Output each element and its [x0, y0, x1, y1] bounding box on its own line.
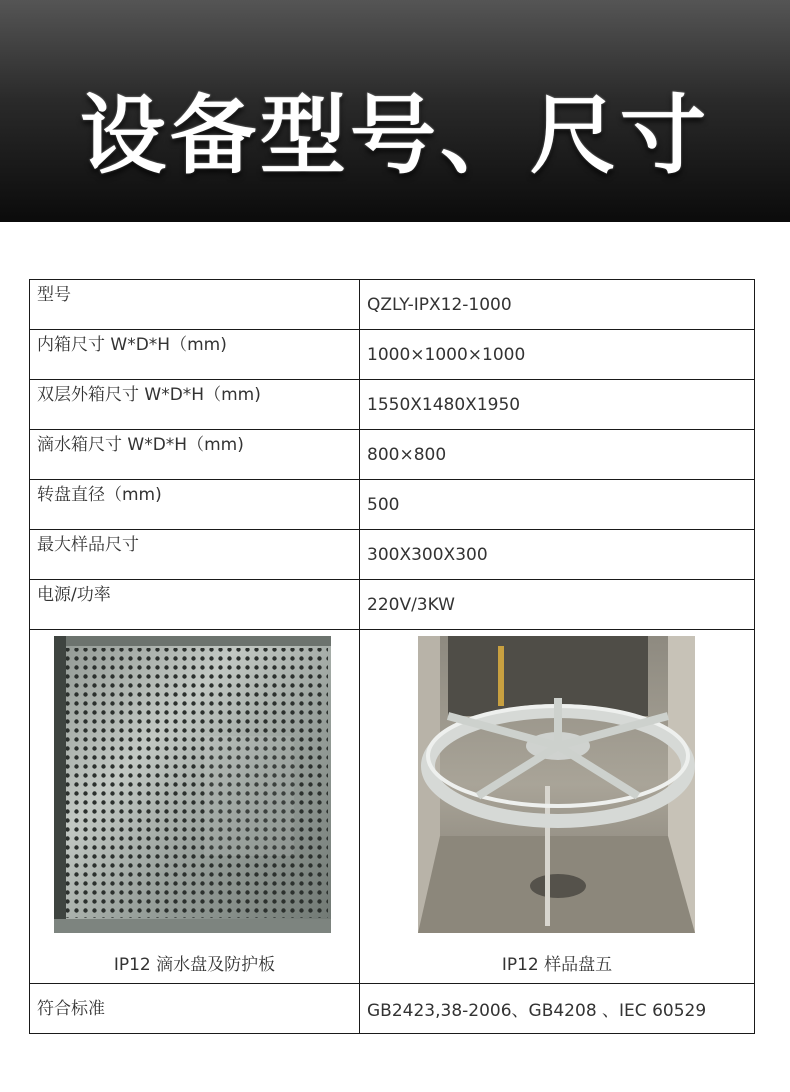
row-label: 内箱尺寸 W*D*H（mm) — [30, 330, 360, 380]
row-value: QZLY-IPX12-1000 — [360, 280, 755, 330]
row-value: 1550X1480X1950 — [360, 380, 755, 430]
table-row — [30, 330, 755, 380]
row-value: 220V/3KW — [360, 580, 755, 630]
header-banner — [0, 0, 790, 222]
page-title: 设备型号、尺寸 — [80, 86, 710, 186]
turntable-photo — [418, 636, 695, 933]
table-row — [30, 430, 755, 480]
table-row — [30, 480, 755, 530]
table-row — [30, 280, 755, 330]
table-row — [30, 530, 755, 580]
image-row — [30, 630, 755, 984]
image-caption: IP12 滴水盘及防护板 — [113, 955, 276, 975]
image-cell-sample-tray — [360, 630, 755, 984]
image-caption: IP12 样品盘五 — [501, 955, 613, 975]
row-label: 电源/功率 — [30, 580, 360, 630]
row-value: GB2423,38-2006、GB4208 、IEC 60529 — [360, 984, 755, 1034]
image-cell-drip-tray — [30, 630, 360, 984]
table-row — [30, 580, 755, 630]
row-label: 型号 — [30, 280, 360, 330]
row-value: 1000×1000×1000 — [360, 330, 755, 380]
row-label: 最大样品尺寸 — [30, 530, 360, 580]
table-row — [30, 984, 755, 1034]
row-label: 双层外箱尺寸 W*D*H（mm) — [30, 380, 360, 430]
table-row — [30, 380, 755, 430]
spec-table — [29, 279, 755, 1034]
row-value: 800×800 — [360, 430, 755, 480]
row-value: 300X300X300 — [360, 530, 755, 580]
row-value: 500 — [360, 480, 755, 530]
perforated-panel-photo — [54, 636, 331, 933]
row-label: 转盘直径（mm) — [30, 480, 360, 530]
row-label: 滴水箱尺寸 W*D*H（mm) — [30, 430, 360, 480]
row-label: 符合标准 — [30, 984, 360, 1034]
